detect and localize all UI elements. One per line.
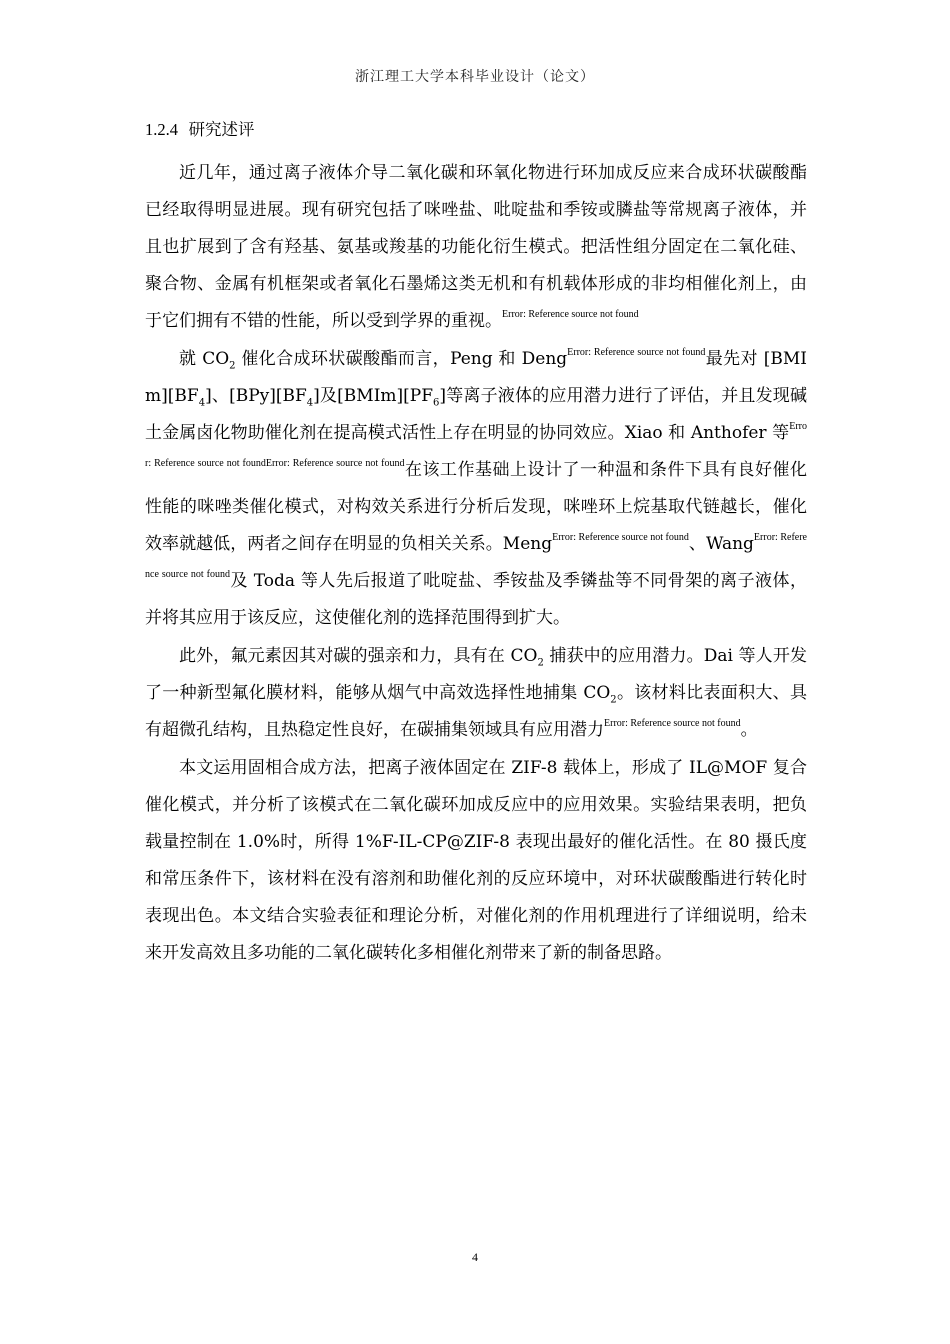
p3-text: 。 — [740, 720, 758, 740]
page-body — [145, 115, 807, 972]
p4-text: 本文运用固相合成方法，把离子液体固定在 ZIF-8 载体上，形成了 IL@MOF 复合催化模式，并分析了该模式在二氧化碳环加成反应中的应用效果。实验结果表明，把负载量控制在 1.0%时，所得 1%F-IL-CP@ZIF-8 表现出最好的催化活性。在 80 摄氏度和常压条件下，该材料在没有溶剂和助催化剂的反应环境中，对环状碳酸酯进行转化时表现出色。本文结合实验表征和理论分析，对催化剂的作用机理进行了详细说明，给未来开发高效且多功能的二氧化碳转化多相催化剂带来了新的制备思路。 — [145, 758, 807, 963]
subscript: 4 — [306, 397, 314, 409]
p2-text: 在该工作基础上设计了一种温和条件下具有良好催化性能的咪唑类催化模式，对构效关系进行分析后发现，咪唑环上烷基取代链越长，催化效率就越低，两者之间存在明显的负相关关系。Meng — [145, 460, 808, 554]
subscript: 2 — [610, 694, 617, 706]
paragraph-1 — [145, 155, 807, 340]
subscript: 6 — [433, 397, 440, 409]
p2-text: ]及[BMIm][PF — [313, 386, 434, 406]
reference-error: Error: Reference source not found — [604, 718, 741, 729]
p3-text: 。该材料比表面积大、具有超微孔结构，且热稳定性良好，在碳捕集领域具有应用潜力 — [145, 683, 807, 740]
subscript: 2 — [229, 360, 236, 372]
p2-text: 就 CO — [179, 349, 230, 369]
paragraph-4 — [145, 750, 807, 972]
section-heading — [145, 115, 807, 145]
section-title: 研究述评 — [188, 120, 255, 139]
reference-error: Error: Reference source not found — [265, 458, 405, 469]
p3-text: 此外，氟元素因其对碳的强亲和力，具有在 CO — [179, 646, 538, 666]
reference-error: Error: Reference source not found — [145, 532, 807, 580]
p2-text: ]、[BPy][BF — [205, 386, 307, 406]
p2-text: 最先对 [BMIm][BF — [145, 349, 807, 406]
p2-text: ]等离子液体的应用潜力进行了评估，并且发现碱土金属卤化物助催化剂在提高模式活性上存在明显的协同效应。Xiao 和 Anthofer 等 — [145, 386, 807, 443]
paragraph-2 — [145, 341, 807, 637]
section-number: 1.2.4 — [145, 120, 178, 139]
paragraph-3 — [145, 638, 807, 749]
p1-text: 近几年，通过离子液体介导二氧化碳和环氧化物进行环加成反应来合成环状碳酸酯已经取得明显进展。现有研究包括了咪唑盐、吡啶盐和季铵或膦盐等常规离子液体，并且也扩展到了含有羟基、氨基或羧基的功能化衍生模式。把活性组分固定在二氧化硅、聚合物、金属有机框架或者氧化石墨烯这类无机和有机载体形成的非均相催化剂上，由于它们拥有不错的性能，所以受到学界的重视。 — [145, 163, 807, 331]
p2-text: 及 Toda 等人先后报道了吡啶盐、季铵盐及季𬭸盐等不同骨架的离子液体，并将其应用于该反应，这使催化剂的选择范围得到扩大。 — [145, 571, 807, 628]
reference-error: Error: Reference source not found — [502, 309, 639, 320]
reference-error: Error: Reference source not found — [552, 532, 689, 543]
p2-text: 、Wang — [688, 534, 754, 554]
p2-text: 催化合成环状碳酸酯而言，Peng 和 Deng — [235, 349, 568, 369]
page-header: 浙江理工大学本科毕业设计（论文） — [355, 69, 595, 85]
reference-error: Error: Reference source not found — [145, 421, 807, 469]
reference-error: Error: Reference source not found — [567, 347, 706, 358]
subscript: 2 — [537, 657, 544, 669]
page-number: 4 — [472, 1250, 478, 1264]
p3-text: 捕获中的应用潜力。Dai 等人开发了一种新型氟化膜材料，能够从烟气中高效选择性地捕集 CO — [145, 646, 807, 703]
subscript: 4 — [198, 397, 206, 409]
